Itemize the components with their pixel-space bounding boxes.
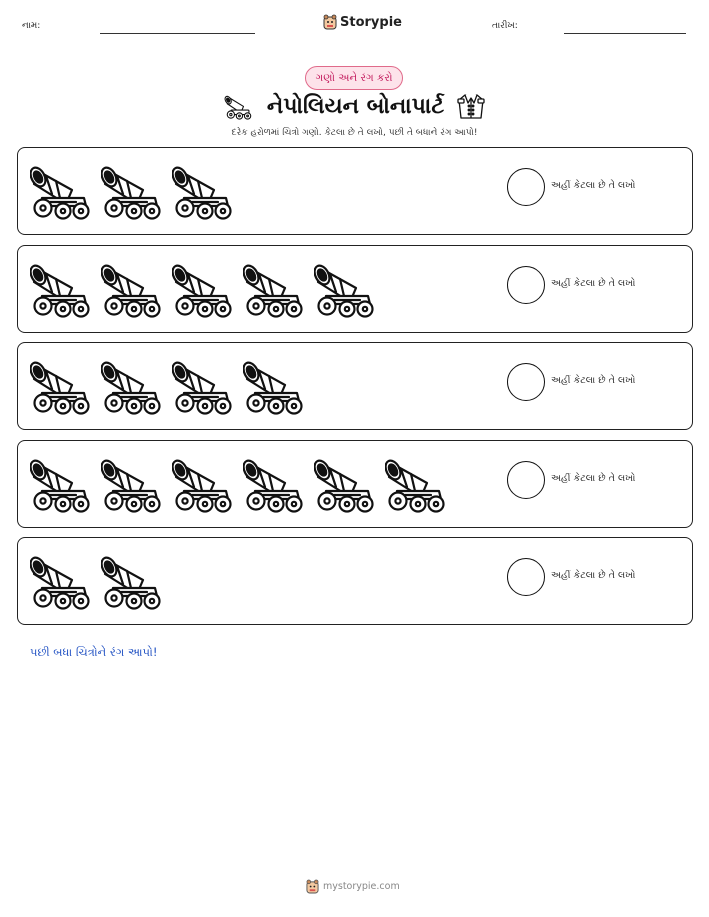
cannon-icon [30, 256, 94, 318]
count-row-3 [17, 342, 693, 430]
count-row-2 [17, 245, 693, 333]
footer-instruction: પછી બધા ચિત્રોને રંગ આપો! [30, 645, 158, 659]
cannon-icon [223, 92, 255, 120]
cannon-icon [243, 256, 307, 318]
name-line[interactable] [100, 33, 255, 34]
page-title: નેપોલિયન બોનાપાર્ટ [266, 93, 445, 119]
brand-logo [323, 14, 402, 30]
cannon-icon [101, 451, 165, 513]
answer-label: અહીં કેટલા છે તે લખો [551, 278, 636, 289]
answer-circle[interactable] [507, 363, 545, 401]
count-row-5 [17, 537, 693, 625]
storypie-mascot-icon [323, 14, 337, 30]
napoleon-coat-icon [456, 91, 486, 121]
cannon-icon [243, 451, 307, 513]
cannon-icon [101, 256, 165, 318]
activity-badge: ગણો અને રંગ કરો [305, 66, 403, 90]
worksheet-header [0, 14, 709, 40]
answer-label: અહીં કેટલા છે તે લખો [551, 473, 636, 484]
name-label: નામ: [22, 21, 41, 31]
brand-name: Storypie [340, 14, 402, 30]
instructions: દરેક હરોળમાં ચિત્રો ગણો. કેટલા છે તે લખો, પછી તે બધાને રંગ આપો! [231, 128, 478, 138]
answer-circle[interactable] [507, 266, 545, 304]
date-line[interactable] [564, 33, 686, 34]
answer-label: અહીં કેટલા છે તે લખો [551, 375, 636, 386]
cannon-icon [172, 353, 236, 415]
cannon-icon [30, 158, 94, 220]
answer-circle[interactable] [507, 558, 545, 596]
answer-circle[interactable] [507, 461, 545, 499]
date-label: તારીખ: [492, 21, 518, 31]
cannon-group [30, 451, 449, 513]
cannon-icon [314, 256, 378, 318]
footer-brand [306, 879, 400, 894]
cannon-icon [172, 158, 236, 220]
answer-circle[interactable] [507, 168, 545, 206]
cannon-icon [101, 158, 165, 220]
storypie-mascot-icon [306, 879, 319, 894]
cannon-icon [172, 451, 236, 513]
cannon-icon [314, 451, 378, 513]
cannon-icon [385, 451, 449, 513]
count-row-1 [17, 147, 693, 235]
answer-label: અહીં કેટલા છે તે લખો [551, 570, 636, 581]
cannon-icon [30, 353, 94, 415]
cannon-icon [243, 353, 307, 415]
cannon-icon [30, 548, 94, 610]
cannon-icon [101, 548, 165, 610]
cannon-group [30, 548, 165, 610]
cannon-icon [30, 451, 94, 513]
cannon-group [30, 353, 307, 415]
count-row-4 [17, 440, 693, 528]
answer-label: અહીં કેટલા છે તે લખો [551, 180, 636, 191]
cannon-icon [172, 256, 236, 318]
cannon-icon [101, 353, 165, 415]
cannon-group [30, 256, 378, 318]
cannon-group [30, 158, 236, 220]
title-row [0, 90, 709, 122]
footer-site: mystorypie.com [323, 881, 400, 892]
